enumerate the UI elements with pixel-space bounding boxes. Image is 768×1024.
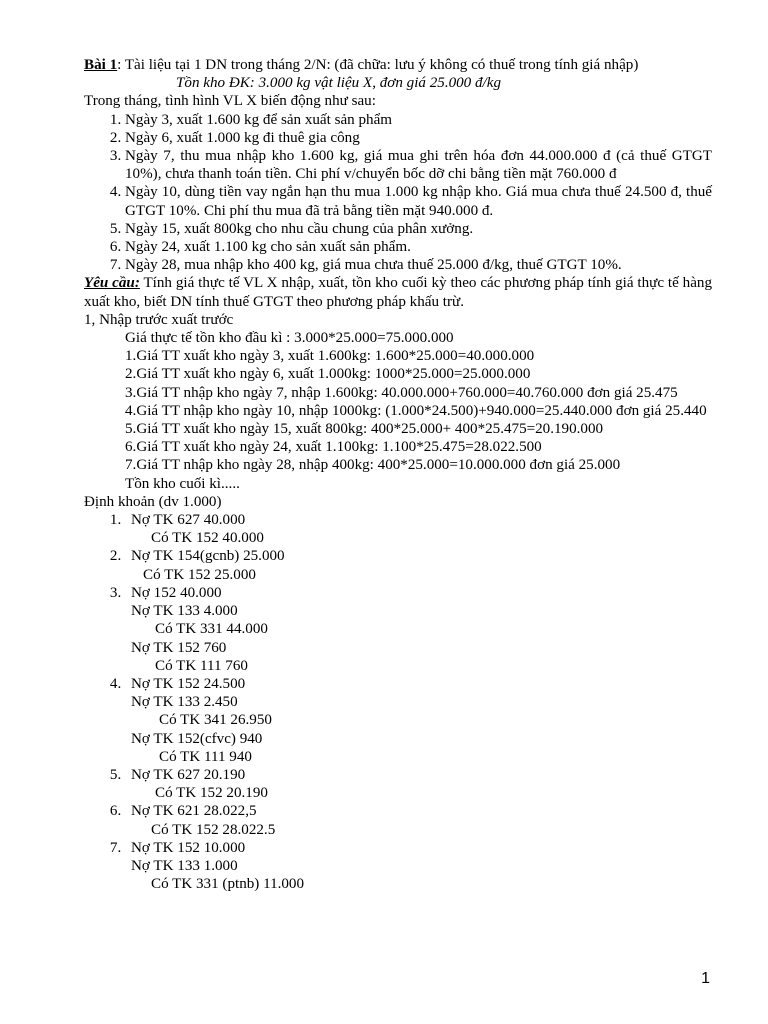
transaction-item: 4. Ngày 10, dùng tiền vay ngắn hạn thu mua 1.000 kg nhập kho. Giá mua chưa thuế 24.500 đ, thuế GTGT 10%. Chi phí thu mua đã trả bằng tiền mặt 940.000 đ. [125,183,712,219]
intro-text: Trong tháng, tình hình VL X biến động như sau: [84,93,376,110]
solution-line: 3.Giá TT nhập kho ngày 7, nhập 1.600kg: 40.000.000+760.000=40.760.000 đơn giá 25.475 [125,384,678,401]
credit-line: Có TK 111 940 [159,748,252,765]
credit-line: Có TK 152 28.022.5 [151,821,276,838]
credit-line: Có TK 331 44.000 [155,621,268,638]
journal-entry [125,584,712,675]
solution-line: 5.Giá TT xuất kho ngày 15, xuất 800kg: 400*25.000+ 400*25.475=20.190.000 [125,421,604,438]
document-page [84,56,712,893]
journal-title: Định khoản (dv 1.000) [84,493,222,510]
method-title: 1, Nhập trước xuất trước [84,311,234,328]
debit-line: Nợ TK 152 760 [131,639,227,656]
debit-line: 1. Nợ TK 627 40.000 [131,512,246,529]
journal-entry [125,675,712,766]
exercise-heading [84,56,712,74]
debit-line: 5. Nợ TK 627 20.190 [131,766,246,783]
debit-line: Nợ TK 133 1.000 [131,857,238,874]
debit-line: Nợ TK 133 2.450 [131,694,238,711]
credit-line: Có TK 152 20.190 [155,785,268,802]
credit-line: Có TK 341 26.950 [159,712,272,729]
exercise-description: : Tài liệu tại 1 DN trong tháng 2/N: (đã chữa: lưu ý không có thuế trong tính giá nhập) [117,57,639,73]
solution-line: 7.Giá TT nhập kho ngày 28, nhập 400kg: 400*25.000=10.000.000 đơn giá 25.000 [125,457,621,474]
debit-line: 2. Nợ TK 154(gcnb) 25.000 [131,548,285,565]
debit-line: 3. Nợ 152 40.000 [131,584,222,601]
debit-line: 4. Nợ TK 152 24.500 [131,675,246,692]
credit-line: Có TK 152 25.000 [143,566,256,583]
solution-line: 2.Giá TT xuất kho ngày 6, xuất 1.000kg: 1000*25.000=25.000.000 [125,366,531,383]
solution-line: Tồn kho cuối kì..... [125,475,240,492]
journal-entry [125,547,712,583]
opening-stock: Tồn kho ĐK: 3.000 kg vật liệu X, đơn giá 25.000 đ/kg [176,75,501,92]
transaction-list [84,111,712,275]
transaction-item: 2. Ngày 6, xuất 1.000 kg đi thuê gia công [125,129,712,147]
credit-line: Có TK 152 40.000 [151,530,264,547]
transaction-item: 7. Ngày 28, mua nhập kho 400 kg, giá mua chưa thuế 25.000 đ/kg, thuế GTGT 10%. [125,256,712,274]
debit-line: 7. Nợ TK 152 10.000 [131,839,246,856]
journal-entry [125,511,712,547]
credit-line: Có TK 331 (ptnb) 11.000 [151,876,305,893]
journal-entry [125,802,712,838]
transaction-item: 5. Ngày 15, xuất 800kg cho nhu cầu chung của phân xưởng. [125,220,712,238]
requirement-label: Yêu cầu: [84,275,140,292]
solution-line: 6.Giá TT xuất kho ngày 24, xuất 1.100kg: 1.100*25.475=28.022.500 [125,439,542,456]
transaction-item: 6. Ngày 24, xuất 1.100 kg cho sản xuất sản phẩm. [125,238,712,256]
page-number: 1 [701,970,710,987]
debit-line: Nợ TK 133 4.000 [131,603,238,620]
requirement [84,274,712,310]
transaction-item: 3. Ngày 7, thu mua nhập kho 1.600 kg, giá mua ghi trên hóa đơn 44.000.000 đ (cả thuế GTGT 10%), chưa thanh toán tiền. Chi phí v/chuyển bốc dỡ chi bằng tiền mặt 760.000 đ [125,147,712,183]
solution-line: 4.Giá TT nhập kho ngày 10, nhập 1000kg: (1.000*24.500)+940.000=25.440.000 đơn giá 25.440 [125,402,707,419]
credit-line: Có TK 111 760 [155,657,248,674]
transaction-item: 1. Ngày 3, xuất 1.600 kg để sản xuất sản phẩm [125,111,712,129]
exercise-label: Bài 1 [84,57,118,73]
debit-line: 6. Nợ TK 621 28.022,5 [131,803,257,820]
journal-entries [84,511,712,893]
journal-entry [125,839,712,894]
requirement-text: Tính giá thực tế VL X nhập, xuất, tồn kho cuối kỳ theo các phương pháp tính giá thực tế hàng xuất kho, biết DN tính thuế GTGT theo phương pháp khấu trừ. [84,275,712,310]
solution-line: 1.Giá TT xuất kho ngày 3, xuất 1.600kg: 1.600*25.000=40.000.000 [125,348,535,365]
journal-entry [125,766,712,802]
debit-line: Nợ TK 152(cfvc) 940 [131,730,263,747]
solution-line: Giá thực tế tồn kho đầu kì : 3.000*25.000=75.000.000 [125,330,454,347]
